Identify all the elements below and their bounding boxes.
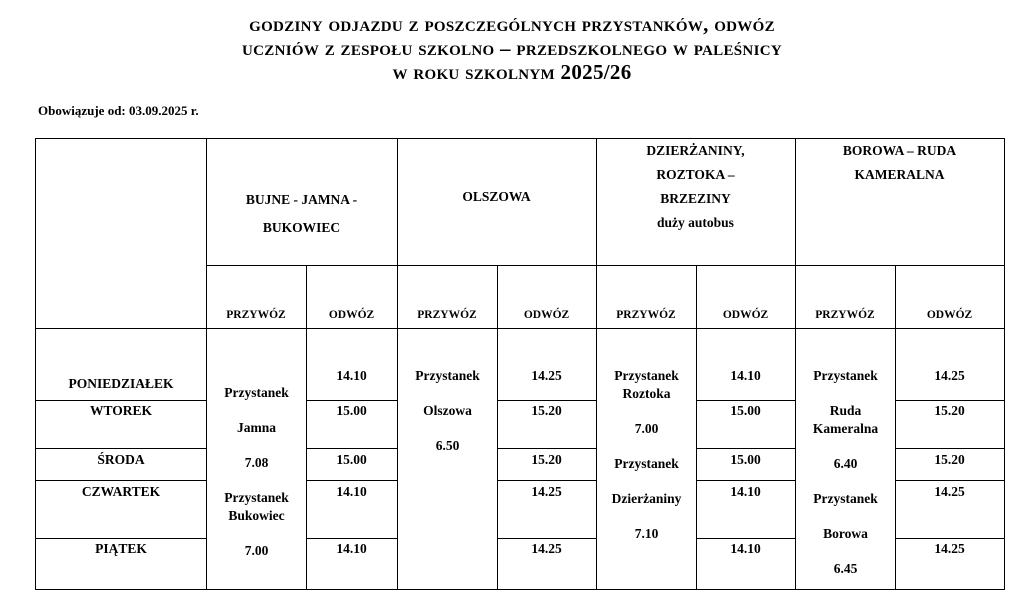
pickup-line: Bukowiec [228, 508, 285, 523]
pickup-header: PRZYWÓZ [815, 309, 875, 321]
row-divider [306, 448, 397, 449]
table-border-right [1004, 138, 1005, 590]
route-header [596, 139, 795, 235]
day-label: PONIEDZIAŁEK [68, 376, 174, 391]
pickup-line: Przystanek [415, 368, 480, 383]
dropoff-time: 15.00 [730, 452, 761, 467]
row-divider [36, 538, 206, 539]
day-label: CZWARTEK [81, 484, 161, 499]
pickup-line: 7.10 [634, 526, 659, 541]
row-divider [306, 400, 397, 401]
dropoff-header: ODWÓZ [328, 309, 375, 321]
dropoff-time: 15.20 [934, 403, 965, 418]
dropoff-time: 15.20 [531, 403, 562, 418]
day-label: ŚRODA [97, 452, 145, 467]
header-bottom [35, 328, 1005, 329]
table-border-bottom [35, 589, 1005, 590]
row-divider [696, 538, 795, 539]
row-divider [696, 448, 795, 449]
route-name-line: duży autobus [657, 215, 734, 230]
route-header [397, 188, 596, 206]
row-divider [497, 448, 596, 449]
dropoff-time: 14.10 [336, 368, 367, 383]
pickup-line: 6.40 [833, 456, 858, 471]
row-divider [895, 448, 1004, 449]
pickup-cell [398, 367, 497, 455]
dropoff-time: 14.25 [934, 541, 965, 556]
row-divider [895, 538, 1004, 539]
pickup-cell [597, 367, 696, 543]
pickup-cell [207, 384, 306, 560]
pickup-line: Roztoka [622, 386, 671, 401]
table-border-left [35, 138, 36, 590]
pickup-header: PRZYWÓZ [616, 309, 676, 321]
row-divider [895, 480, 1004, 481]
row-divider [497, 400, 596, 401]
dropoff-time: 14.25 [531, 484, 562, 499]
pickup-line: Borowa [823, 526, 868, 541]
row-divider [497, 480, 596, 481]
row-divider [696, 480, 795, 481]
route-name-line: BRZEZINY [660, 191, 731, 206]
dropoff-time: 14.25 [531, 368, 562, 383]
dropoff-time: 15.00 [336, 403, 367, 418]
dropoff-header: ODWÓZ [926, 309, 973, 321]
dropoff-header: ODWÓZ [523, 309, 570, 321]
dropoff-time: 15.00 [730, 403, 761, 418]
dropoff-time: 15.00 [336, 452, 367, 467]
pickup-header: PRZYWÓZ [226, 309, 286, 321]
pickup-line: Przystanek [224, 385, 289, 400]
title-line-3: w roku szkolnym 2025/26 [392, 60, 632, 84]
dropoff-time: 14.25 [531, 541, 562, 556]
pickup-line: Przystanek [224, 490, 289, 505]
route-name-line: ROZTOKA – [656, 167, 735, 182]
pickup-header: PRZYWÓZ [417, 309, 477, 321]
route-name-line: KAMERALNA [854, 167, 945, 182]
day-label: WTOREK [89, 403, 152, 418]
validity-date: Obowiązuje od: 03.09.2025 r. [38, 103, 199, 118]
pickup-line: 7.00 [634, 421, 659, 436]
dropoff-time: 14.10 [730, 484, 761, 499]
route-name-line: DZIERŻANINY, [646, 143, 745, 158]
route-name-line: BOROWA – RUDA [842, 143, 957, 158]
dropoff-header: ODWÓZ [722, 309, 769, 321]
dropoff-time: 14.25 [934, 484, 965, 499]
title-line-2: uczniów z zespołu szkolno – przedszkolnego w paleśnicy [242, 36, 782, 60]
pickup-line: Przystanek [614, 456, 679, 471]
dropoff-time: 14.10 [730, 368, 761, 383]
pickup-line: Olszowa [423, 403, 472, 418]
header-divider [206, 265, 1005, 266]
pickup-line: Przystanek [614, 368, 679, 383]
dropoff-time: 14.10 [730, 541, 761, 556]
route-header [795, 139, 1004, 187]
day-label: PIĄTEK [95, 541, 147, 556]
pickup-line: 6.50 [435, 438, 460, 453]
row-divider [696, 400, 795, 401]
title-line-1: godziny odjazdu z poszczególnych przystanków, odwóz [249, 12, 775, 36]
route-name-line: BUKOWIEC [262, 220, 341, 235]
pickup-line: Ruda [829, 403, 862, 418]
row-divider [36, 480, 206, 481]
row-divider [306, 538, 397, 539]
dropoff-time: 15.20 [531, 452, 562, 467]
route-name-line: BUJNE - JAMNA - [245, 192, 358, 207]
pickup-cell [796, 367, 895, 578]
pickup-line: Dzierżaniny [611, 491, 682, 506]
row-divider [36, 448, 206, 449]
row-divider [306, 480, 397, 481]
pickup-line: 7.08 [244, 455, 269, 470]
pickup-line: Jamna [236, 420, 276, 435]
route-name-line: OLSZOWA [462, 189, 531, 204]
dropoff-time: 14.25 [934, 368, 965, 383]
row-divider [895, 400, 1004, 401]
row-divider [36, 400, 206, 401]
route-header [206, 186, 397, 242]
pickup-line: 6.45 [833, 561, 858, 576]
row-divider [497, 538, 596, 539]
dropoff-time: 15.20 [934, 452, 965, 467]
pickup-line: 7.00 [244, 543, 269, 558]
pickup-line: Kameralna [812, 421, 879, 436]
dropoff-time: 14.10 [336, 541, 367, 556]
pickup-line: Przystanek [813, 368, 878, 383]
dropoff-time: 14.10 [336, 484, 367, 499]
pickup-line: Przystanek [813, 491, 878, 506]
